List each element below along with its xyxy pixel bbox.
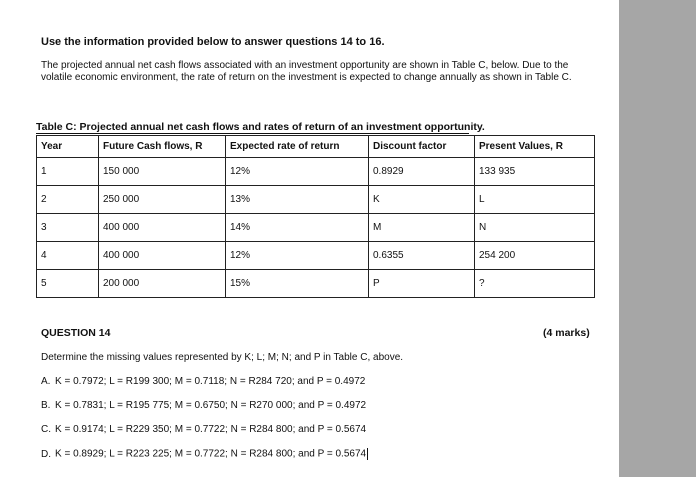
option-text: K = 0.7972; L = R199 300; M = 0.7118; N = R284 720; and P = 0.4972 — [55, 376, 366, 387]
cell-year: 1 — [37, 158, 99, 186]
option-text: K = 0.9174; L = R229 350; M = 0.7722; N = R284 800; and P = 0.5674 — [55, 424, 367, 435]
cell-rate: 12% — [226, 242, 369, 270]
cell-present-value: ? — [475, 270, 595, 298]
cell-rate: 12% — [226, 158, 369, 186]
cell-discount-factor: P — [369, 270, 475, 298]
option-d[interactable] — [41, 448, 368, 460]
header-discount-factor: Discount factor — [369, 136, 475, 158]
table-row — [37, 214, 595, 242]
cell-discount-factor: 0.6355 — [369, 242, 475, 270]
option-letter: C. — [41, 424, 51, 435]
cell-discount-factor: K — [369, 186, 475, 214]
option-b[interactable] — [41, 400, 366, 411]
table-c — [36, 135, 595, 298]
cell-present-value: N — [475, 214, 595, 242]
question-marks: (4 marks) — [543, 327, 590, 339]
header-year: Year — [37, 136, 99, 158]
table-row — [37, 270, 595, 298]
header-present-values: Present Values, R — [475, 136, 595, 158]
text-cursor — [367, 448, 368, 460]
cell-present-value: 133 935 — [475, 158, 595, 186]
option-text: K = 0.8929; L = R223 225; M = 0.7722; N = R284 800; and P = 0.5674 — [55, 448, 367, 460]
cell-year: 4 — [37, 242, 99, 270]
option-letter: A. — [41, 376, 51, 387]
table-header-row — [37, 136, 595, 158]
header-expected-rate: Expected rate of return — [226, 136, 369, 158]
cell-cash-flow: 400 000 — [99, 214, 226, 242]
cell-cash-flow: 200 000 — [99, 270, 226, 298]
cell-discount-factor: 0.8929 — [369, 158, 475, 186]
question-text: Determine the missing values represented by K; L; M; N; and P in Table C, above. — [41, 352, 404, 363]
intro-heading: Use the information provided below to answer questions 14 to 16. — [41, 36, 385, 48]
cell-rate: 15% — [226, 270, 369, 298]
option-letter: D. — [41, 448, 51, 460]
header-future-cash-flows: Future Cash flows, R — [99, 136, 226, 158]
cell-present-value: 254 200 — [475, 242, 595, 270]
table-row — [37, 158, 595, 186]
option-letter: B. — [41, 400, 51, 411]
question-heading: QUESTION 14 — [41, 327, 111, 339]
intro-paragraph: The projected annual net cash flows associated with an investment opportunity are shown in Table C, below. Due to the volatile economic environment, the rate of return on the investment is expected to change annually as shown in Table C. — [41, 60, 572, 83]
cell-cash-flow: 150 000 — [99, 158, 226, 186]
table-row — [37, 242, 595, 270]
cell-cash-flow: 400 000 — [99, 242, 226, 270]
cell-year: 2 — [37, 186, 99, 214]
cell-rate: 13% — [226, 186, 369, 214]
caption-underline — [36, 133, 469, 134]
cell-present-value: L — [475, 186, 595, 214]
cell-year: 5 — [37, 270, 99, 298]
cell-discount-factor: M — [369, 214, 475, 242]
table-row — [37, 186, 595, 214]
cell-cash-flow: 250 000 — [99, 186, 226, 214]
option-a[interactable] — [41, 376, 365, 387]
cell-rate: 14% — [226, 214, 369, 242]
cell-year: 3 — [37, 214, 99, 242]
option-text: K = 0.7831; L = R195 775; M = 0.6750; N = R270 000; and P = 0.4972 — [55, 400, 367, 411]
option-c[interactable] — [41, 424, 366, 435]
table-caption: Table C: Projected annual net cash flows and rates of return of an investment opportunity. — [36, 121, 485, 133]
